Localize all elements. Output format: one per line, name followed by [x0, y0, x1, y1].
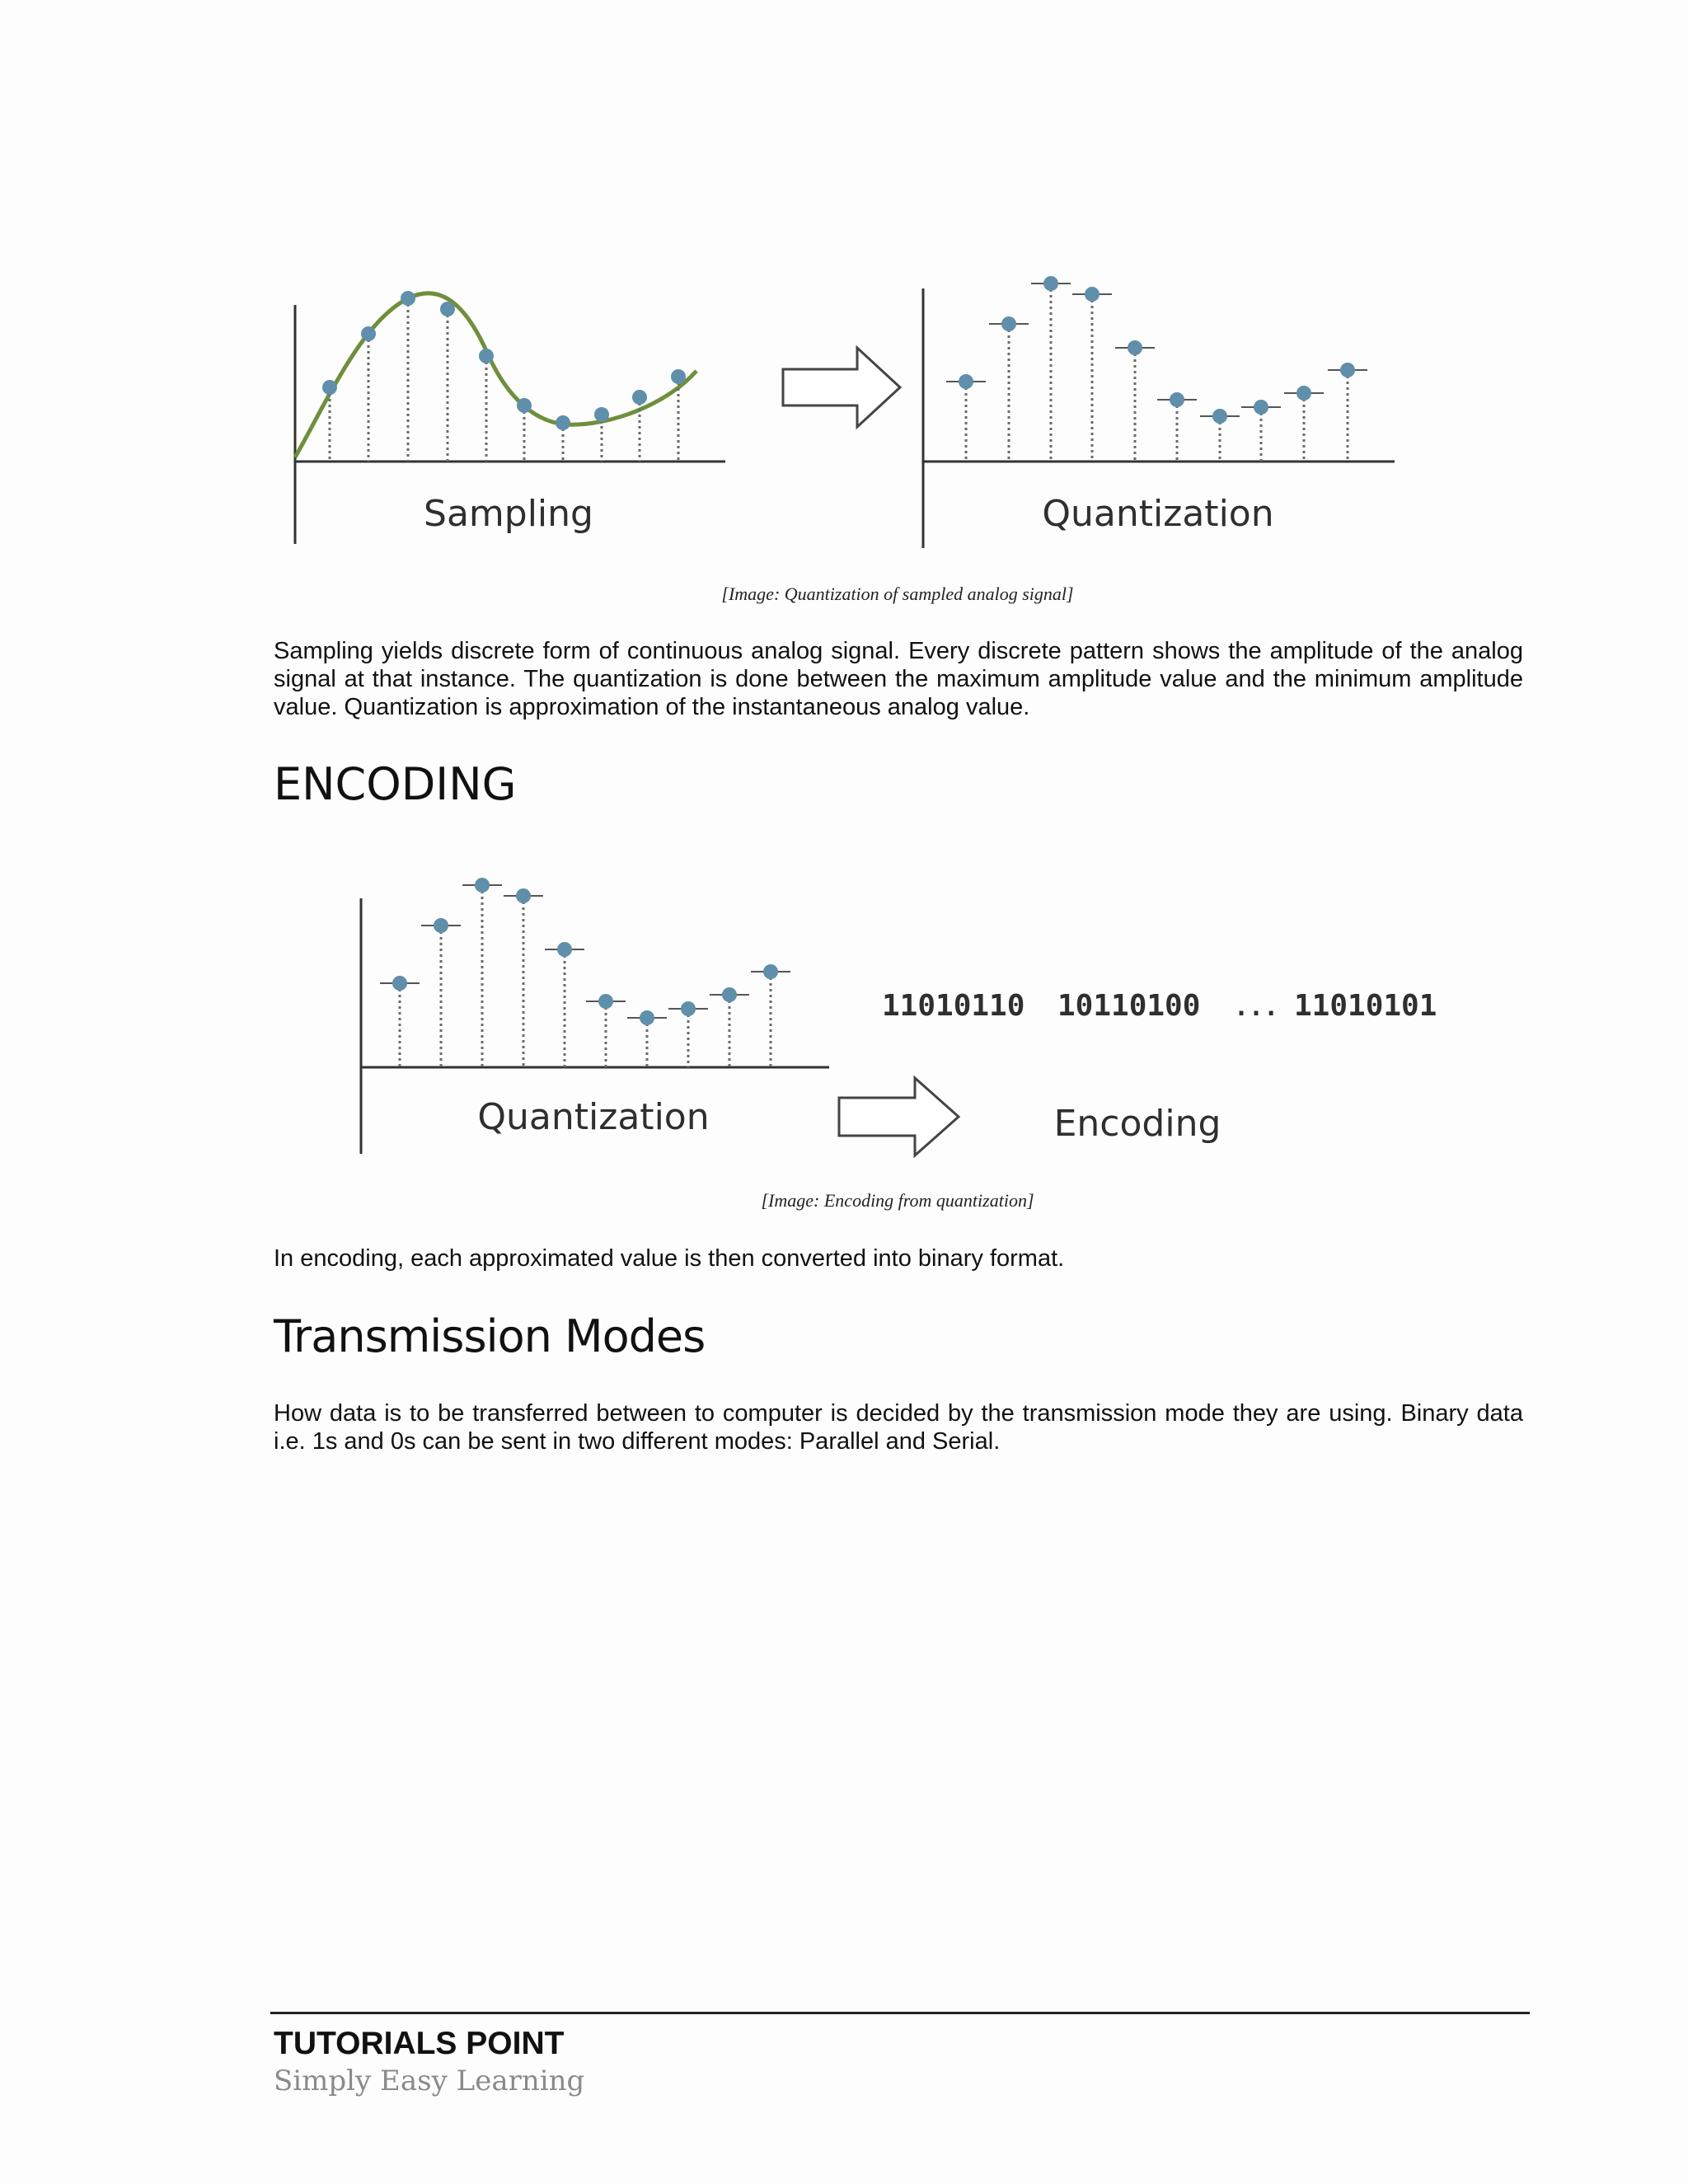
sample-dot	[632, 390, 647, 405]
arrow-1	[783, 348, 900, 427]
sampling-panel	[295, 291, 725, 544]
binary-code-2: 10110100	[1057, 989, 1201, 1023]
sample-dot	[1001, 316, 1016, 331]
sample-dot	[1212, 409, 1227, 424]
figure2-caption: [Image: Encoding from quantization]	[761, 1190, 1034, 1211]
footer-divider	[270, 2012, 1530, 2014]
binary-codes	[882, 989, 1437, 1023]
sample-dot	[1254, 400, 1268, 415]
sample-dot	[598, 994, 613, 1009]
sample-dot	[392, 976, 407, 991]
sample-dot	[434, 918, 448, 933]
sample-dot	[1296, 386, 1311, 401]
quantization-panel	[923, 276, 1395, 548]
figure1-caption: [Image: Quantization of sampled analog signal]	[721, 583, 1074, 604]
binary-ellipsis: ...	[1234, 993, 1279, 1022]
sample-dot	[1170, 392, 1184, 407]
sample-dot	[440, 302, 455, 316]
sample-dot	[401, 291, 415, 306]
sample-dot	[557, 942, 572, 957]
sample-dot	[322, 380, 337, 395]
paragraph-sampling: Sampling yields discrete form of continuous analog signal. Every discrete pattern shows the amplitude of the analog signal at that instance. The quantization is done between the maximum amplitude value and the minimum amplitude value. Quantization is approximation of the instantaneous analog value.	[274, 638, 1523, 720]
sampling-label: Sampling	[424, 493, 593, 535]
sample-dot	[475, 878, 490, 893]
paragraph-transmission: How data is to be transferred between to computer is decided by the transmission mode they are using. Binary data i.e. 1s and 0s can be sent in two different modes: Parallel and Serial.	[274, 1400, 1523, 1455]
sample-dot	[681, 1001, 696, 1016]
footer-brand: TUTORIALS POINT	[274, 2026, 565, 2061]
quantized-points-2	[380, 878, 790, 1067]
sample-dot	[1128, 340, 1142, 355]
paragraph-encoding: In encoding, each approximated value is then converted into binary format.	[274, 1245, 1065, 1272]
heading-transmission-modes: Transmission Modes	[274, 1310, 706, 1362]
sample-dot	[1340, 363, 1355, 377]
sampling-quantization-figure	[280, 264, 1418, 560]
analog-signal-curve	[295, 293, 696, 457]
quantization-label: Quantization	[1042, 493, 1274, 535]
quantization-label-2: Quantization	[477, 1096, 710, 1138]
sample-dot	[594, 407, 609, 422]
arrow-2-icon	[839, 1078, 959, 1155]
binary-code-1: 11010110	[882, 989, 1025, 1023]
quantization-panel-2	[361, 878, 829, 1154]
sample-dot	[556, 415, 570, 430]
encoding-figure	[346, 865, 1500, 1170]
encoding-label: Encoding	[1053, 1103, 1221, 1145]
sample-dot	[1085, 287, 1100, 302]
binary-code-3: 11010101	[1294, 989, 1437, 1023]
arrow-2	[839, 1078, 959, 1155]
heading-encoding: ENCODING	[274, 758, 517, 810]
sample-dot	[722, 987, 737, 1002]
sample-dot	[671, 369, 686, 384]
sample-dot	[1043, 276, 1058, 291]
sample-dot	[479, 349, 494, 363]
sample-dot	[361, 326, 376, 341]
footer-tagline: Simply Easy Learning	[274, 2064, 585, 2097]
sample-dot	[640, 1010, 654, 1025]
sample-dot	[517, 398, 532, 413]
sample-points	[322, 291, 686, 462]
sample-dot	[763, 964, 778, 979]
arrow-1-icon	[783, 348, 900, 427]
sample-dot	[959, 374, 973, 389]
sample-dot	[516, 888, 531, 903]
quantized-points	[946, 276, 1367, 462]
